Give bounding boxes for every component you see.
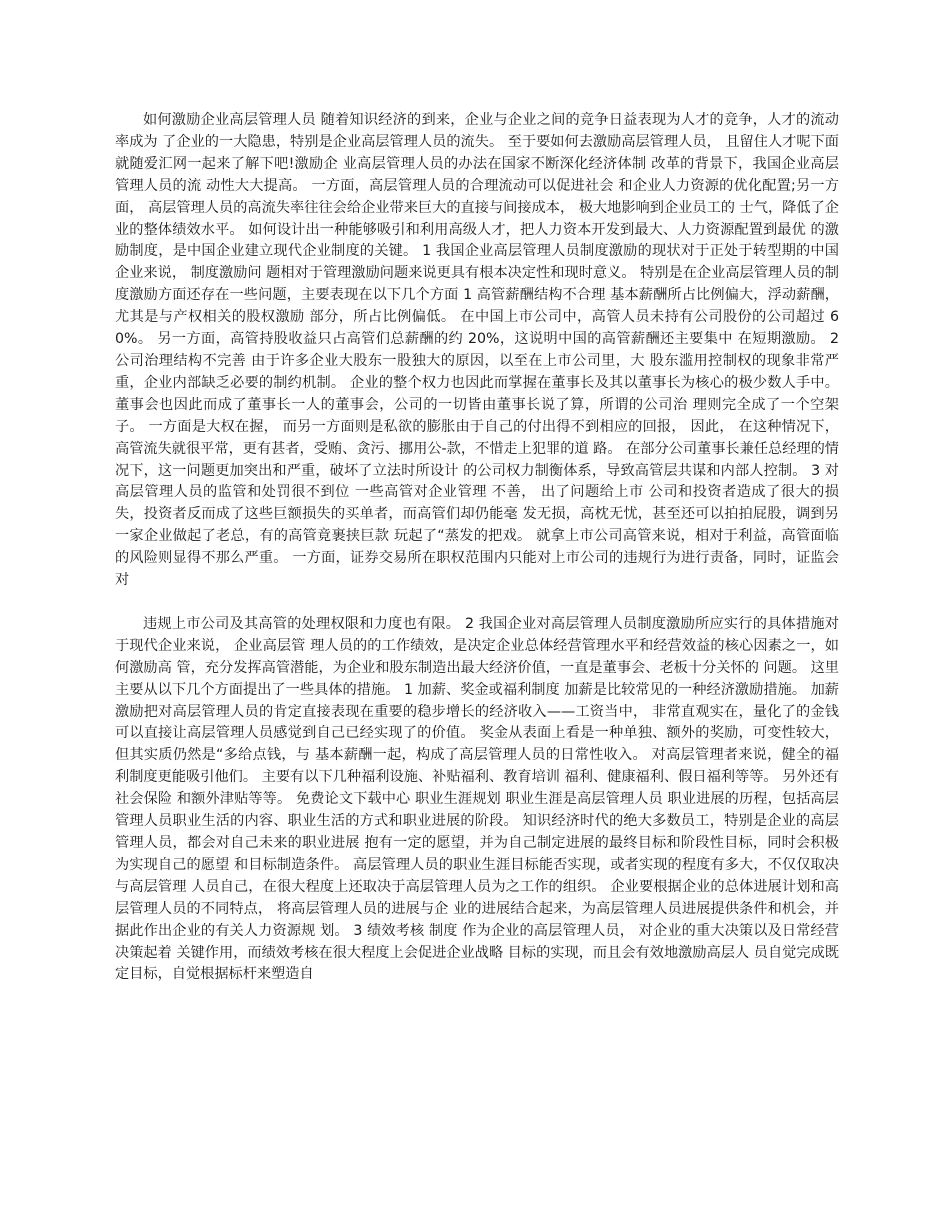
body-paragraph-1: 如何激励企业高层管理人员 随着知识经济的到来，企业与企业之间的竞争日益表现为人才的竞争，人才的流动率成为 了企业的一大隐患，特别是企业高层管理人员的流失。 至于要如何去激励高层管理人员， 且留住人才呢下面就随爱汇网一起来了解下吧!激励企 业高层管理人员的办法在国家不断深化经济体制 改革的背景下，我国企业高层管理人员的流 动性大大提高。 一方面，高层管理人员的合理流动可以促进社会 和企业人力资源的优化配置;另一方面， 高层管理人员的高流失率往往会给企业带来巨大的直接与间接成本， 极大地影响到企业员工的 士气，降低了企业的整体绩效水平。 如何设计出一种能够吸引和利用高级人才，把人力资本开发到最大、人力资源配置到最优 的激励制度，是中国企业建立现代企业制度的关键。 1 我国企业高层管理人员制度激励的现状对于正处于转型期的中国企业来说， 制度激励问 题相对于管理激励问题来说更具有根本决定性和现时意义。 特别是在企业高层管理人员的制度激励方面还存在一些问题，主要表现在以下几个方面 1 高管薪酬结构不合理 基本薪酬所占比例偏大，浮动薪酬，尤其是与产权相关的股权激励 部分，所占比例偏低。 在中国上市公司中，高管人员未持有公司股份的公司超过 60%。 另一方面，高管持股收益只占高管们总薪酬的约 20%，这说明中国的高管薪酬还主要集中 在短期激励。 2 公司治理结构不完善 由于许多企业大股东一股独大的原因，以至在上市公司里，大 股东滥用控制权的现象非常严重，企业内部缺乏必要的制约机制。 企业的整个权力也因此而掌握在董事长及其以董事长为核心的极少数人手中。 董事会也因此而成了董事长一人的董事会，公司的一切皆由董事长说了算，所谓的公司治 理则完全成了一个空架子。 一方面是大权在握， 而另一方面则是私欲的膨胀由于自己的付出得不到相应的回报， 因此， 在这种情况下，高管流失就很平常，更有甚者，受贿、贪污、挪用公-款，不惜走上犯罪的道 路。 在部分公司董事长兼任总经理的情况下，这一问题更加突出和严重，破坏了立法时所设计 的公司权力制衡体系，导致高管层共谋和内部人控制。 3 对高层管理人员的监管和处罚很不到位 一些高管对企业管理 不善， 出了问题给上市 公司和投资者造成了很大的损失，投资者反而成了这些巨额损失的买单者，而高管们却仍能毫 发无损，高枕无忧，甚至还可以拍拍屁股，调到另一家企业做起了老总，有的高管竟裹挟巨款 玩起了“蒸发的把戏。 就拿上市公司高管来说，相对于利益，高管面临的风险则显得不那么严重。 一方面，证券交易所在职权范围内只能对上市公司的违规行为进行责备，同时，证监会对 xyxy=(115,112,839,589)
body-paragraph-2: 违规上市公司及其高管的处理权限和力度也有限。 2 我国企业对高层管理人员制度激励所应实行的具体措施对于现代企业来说， 企业高层管 理人员的的工作绩效，是决定企业总体经营管理水平和经营效益的核心因素之一，如何激励高 管，充分发挥高管潜能，为企业和股东制造出最大经济价值，一直是董事会、老板十分关怀的 问题。 这里主要从以下几个方面提出了一些具体的措施。 1 加薪、奖金或福利制度 加薪是比较常见的一种经济激励措施。 加薪激励把对高层管理人员的肯定直接表现在重要的稳步增长的经济收入——工资当中， 非常直观实在，量化了的金钱可以直接让高层管理人员感觉到自己已经实现了的价值。 奖金从表面上看是一种单独、额外的奖励，可变性较大，但其实质仍然是“多给点钱，与 基本薪酬一起，构成了高层管理人员的日常性收入。 对高层管理者来说，健全的福利制度更能吸引他们。 主要有以下几种福利设施、补贴福利、教育培训 福利、健康福利、假日福利等等。 另外还有社会保险 和额外津贴等等。 免费论文下载中心 职业生涯规划 职业生涯是高层管理人员 职业进展的历程，包括高层管理人员职业生活的内容、职业生活的方式和职业进展的阶段。 知识经济时代的绝大多数员工，特别是企业的高层管理人员，都会对自己未来的职业进展 抱有一定的愿望，并为自己制定进展的最终目标和阶段性目标，同时会积极为实现自己的愿望 和目标制造条件。 高层管理人员的职业生涯目标能否实现，或者实现的程度有多大，不仅仅取决与高层管理 人员自己，在很大程度上还取决于高层管理人员为之工作的组织。 企业要根据企业的总体进展计划和高层管理人员的不同特点， 将高层管理人员的进展与企 业的进展结合起来，为高层管理人员进展提供条件和机会，并据此作出企业的有关人力资源规 划。 3 绩效考核 制度 作为企业的高层管理人员， 对企业的重大决策以及日常经营决策起着 关键作用，而绩效考核在很大程度上会促进企业战略 目标的实现，而且会有效地激励高层人 员自觉完成既定目标，自觉根据标杆来塑造自 xyxy=(115,615,839,983)
document-body xyxy=(115,110,839,986)
